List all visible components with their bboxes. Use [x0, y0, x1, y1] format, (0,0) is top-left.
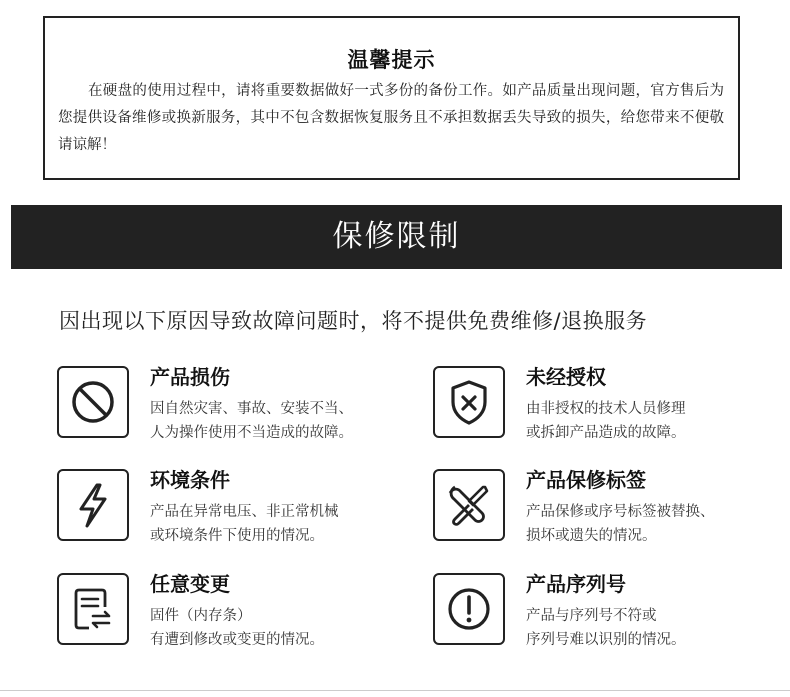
limit-item-desc — [526, 500, 715, 548]
limit-item-serial-number — [433, 569, 773, 649]
limit-item-desc-line: 或拆卸产品造成的故障。 — [526, 425, 686, 441]
limit-item-desc-line: 或环境条件下使用的情况。 — [150, 528, 324, 544]
limit-item-desc — [526, 604, 686, 652]
banner-title: 保修限制 — [332, 219, 461, 254]
limit-item-desc — [150, 604, 324, 652]
notice-title: 温馨提示 — [347, 48, 436, 72]
prohibited-icon — [57, 366, 129, 438]
notice-box — [43, 16, 740, 180]
section-subhead: 因出现以下原因导致故障问题时，将不提供免费维修/退换服务 — [59, 309, 648, 333]
limit-item-desc — [150, 500, 339, 548]
exclamation-icon — [433, 573, 505, 645]
bottom-divider — [0, 690, 790, 691]
limit-item-modification — [57, 569, 397, 649]
edit-exchange-icon — [57, 573, 129, 645]
lightning-icon — [57, 469, 129, 541]
limit-item-environment — [57, 465, 397, 545]
limit-item-desc-line: 序列号难以识别的情况。 — [526, 632, 686, 648]
tools-icon — [433, 469, 505, 541]
warranty-banner — [11, 205, 782, 269]
limit-item-desc-line: 人为操作使用不当造成的故障。 — [150, 425, 353, 441]
notice-line: 在硬盘的使用过程中，请将重要数据做好一式多份的备份工作。如产品质量出现问题，官方 — [88, 83, 680, 99]
limit-item-title: 产品序列号 — [526, 572, 626, 596]
limit-item-desc-line: 损坏或遗失的情况。 — [526, 528, 657, 544]
limit-item-desc — [150, 397, 353, 445]
limit-item-desc-line: 有遭到修改或变更的情况。 — [150, 632, 324, 648]
limit-item-desc-line: 产品保修或序号标签被替换、 — [526, 504, 715, 520]
limit-item-desc-line: 固件（内存条） — [150, 608, 252, 624]
limit-item-title: 环境条件 — [150, 468, 230, 492]
shield-x-icon — [433, 366, 505, 438]
limit-item-title: 任意变更 — [150, 572, 230, 596]
limit-item-title: 产品保修标签 — [526, 468, 646, 492]
limit-item-desc — [526, 397, 686, 445]
limit-item-desc-line: 因自然灾害、事故、安装不当、 — [150, 401, 353, 417]
limit-item-warranty-label — [433, 465, 773, 545]
notice-line: 售后为您提供设备维修或换新服务，其中不包含数据恢复服务且不承担数据丢失导致的损失，给 — [58, 83, 725, 126]
limit-item-title: 产品损伤 — [150, 365, 230, 389]
notice-body — [58, 78, 724, 159]
limit-item-desc-line: 产品在异常电压、非正常机械 — [150, 504, 339, 520]
limit-item-desc-line: 产品与序列号不符或 — [526, 608, 657, 624]
notice-line: 您带来不便敬请谅解！ — [58, 110, 725, 153]
limit-item-product-damage — [57, 362, 397, 442]
limit-item-title: 未经授权 — [526, 365, 606, 389]
limit-item-unauthorized — [433, 362, 773, 442]
limit-item-desc-line: 由非授权的技术人员修理 — [526, 401, 686, 417]
